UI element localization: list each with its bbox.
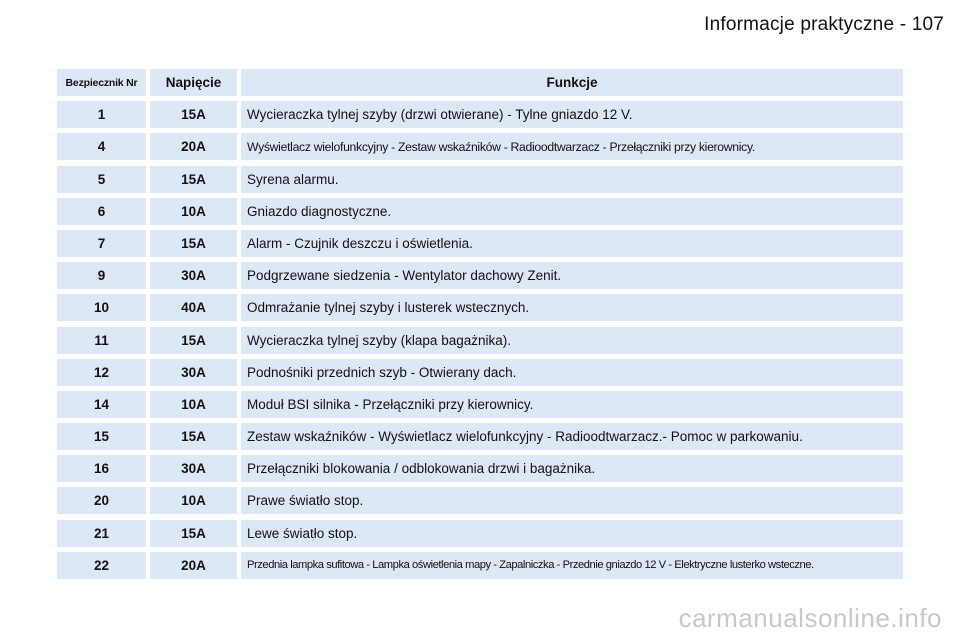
table-row — [57, 391, 903, 418]
fuse-number: 22 — [57, 552, 146, 579]
fuse-function: Zestaw wskaźników - Wyświetlacz wielofunkcyjny - Radioodtwarzacz.- Pomoc w parkowaniu. — [241, 423, 903, 450]
fuse-number: 15 — [57, 423, 146, 450]
fuse-function: Przełączniki blokowania / odblokowania drzwi i bagażnika. — [241, 455, 903, 482]
fuse-number: 10 — [57, 294, 146, 321]
table-row — [57, 327, 903, 354]
watermark: carmanualsonline.info — [678, 603, 942, 633]
table-row — [57, 359, 903, 386]
fuse-amperage: 10A — [150, 198, 237, 225]
table-row — [57, 552, 903, 579]
fuse-number: 11 — [57, 327, 146, 354]
fuse-function: Wyświetlacz wielofunkcyjny - Zestaw wskaźników - Radioodtwarzacz - Przełączniki przy kierownicy. — [241, 133, 903, 160]
fuse-amperage: 10A — [150, 391, 237, 418]
table-row — [57, 230, 903, 257]
fuse-table — [57, 69, 903, 584]
fuse-amperage: 40A — [150, 294, 237, 321]
fuse-number: 14 — [57, 391, 146, 418]
table-header-row — [57, 69, 903, 96]
table-row — [57, 166, 903, 193]
fuse-function: Moduł BSI silnika - Przełączniki przy kierownicy. — [241, 391, 903, 418]
fuse-number: 16 — [57, 455, 146, 482]
fuse-number: 12 — [57, 359, 146, 386]
fuse-amperage: 30A — [150, 359, 237, 386]
fuse-amperage: 15A — [150, 423, 237, 450]
fuse-function: Lewe światło stop. — [241, 520, 903, 547]
table-row — [57, 487, 903, 514]
column-header-amperage: Napięcie — [150, 69, 237, 96]
fuse-number: 1 — [57, 101, 146, 128]
fuse-function: Gniazdo diagnostyczne. — [241, 198, 903, 225]
fuse-number: 9 — [57, 262, 146, 289]
fuse-number: 6 — [57, 198, 146, 225]
fuse-amperage: 15A — [150, 166, 237, 193]
fuse-function: Alarm - Czujnik deszczu i oświetlenia. — [241, 230, 903, 257]
fuse-amperage: 30A — [150, 455, 237, 482]
fuse-number: 4 — [57, 133, 146, 160]
fuse-number: 20 — [57, 487, 146, 514]
table-row — [57, 455, 903, 482]
fuse-function: Podgrzewane siedzenia - Wentylator dachowy Zenit. — [241, 262, 903, 289]
table-row — [57, 423, 903, 450]
fuse-amperage: 15A — [150, 520, 237, 547]
table-row — [57, 262, 903, 289]
fuse-function: Syrena alarmu. — [241, 166, 903, 193]
fuse-number: 5 — [57, 166, 146, 193]
table-row — [57, 198, 903, 225]
fuse-function: Wycieraczka tylnej szyby (klapa bagażnika). — [241, 327, 903, 354]
fuse-number: 7 — [57, 230, 146, 257]
table-row — [57, 133, 903, 160]
fuse-number: 21 — [57, 520, 146, 547]
fuse-amperage: 10A — [150, 487, 237, 514]
column-header-fuse-number: Bezpiecznik Nr — [57, 69, 146, 96]
fuse-amperage: 15A — [150, 101, 237, 128]
fuse-amperage: 15A — [150, 230, 237, 257]
table-row — [57, 294, 903, 321]
fuse-function: Przednia lampka sufitowa - Lampka oświetlenia mapy - Zapalniczka - Przednie gniazdo 12 V - Elektryczne lusterko wsteczne. — [241, 552, 903, 579]
fuse-amperage: 20A — [150, 133, 237, 160]
fuse-function: Podnośniki przednich szyb - Otwierany dach. — [241, 359, 903, 386]
fuse-function: Odmrażanie tylnej szyby i lusterek wstecznych. — [241, 294, 903, 321]
table-row — [57, 101, 903, 128]
table-row — [57, 520, 903, 547]
fuse-amperage: 20A — [150, 552, 237, 579]
fuse-amperage: 30A — [150, 262, 237, 289]
fuse-amperage: 15A — [150, 327, 237, 354]
column-header-functions: Funkcje — [241, 69, 903, 96]
fuse-function: Prawe światło stop. — [241, 487, 903, 514]
fuse-function: Wycieraczka tylnej szyby (drzwi otwierane) - Tylne gniazdo 12 V. — [241, 101, 903, 128]
page-title: Informacje praktyczne - 107 — [704, 14, 944, 35]
